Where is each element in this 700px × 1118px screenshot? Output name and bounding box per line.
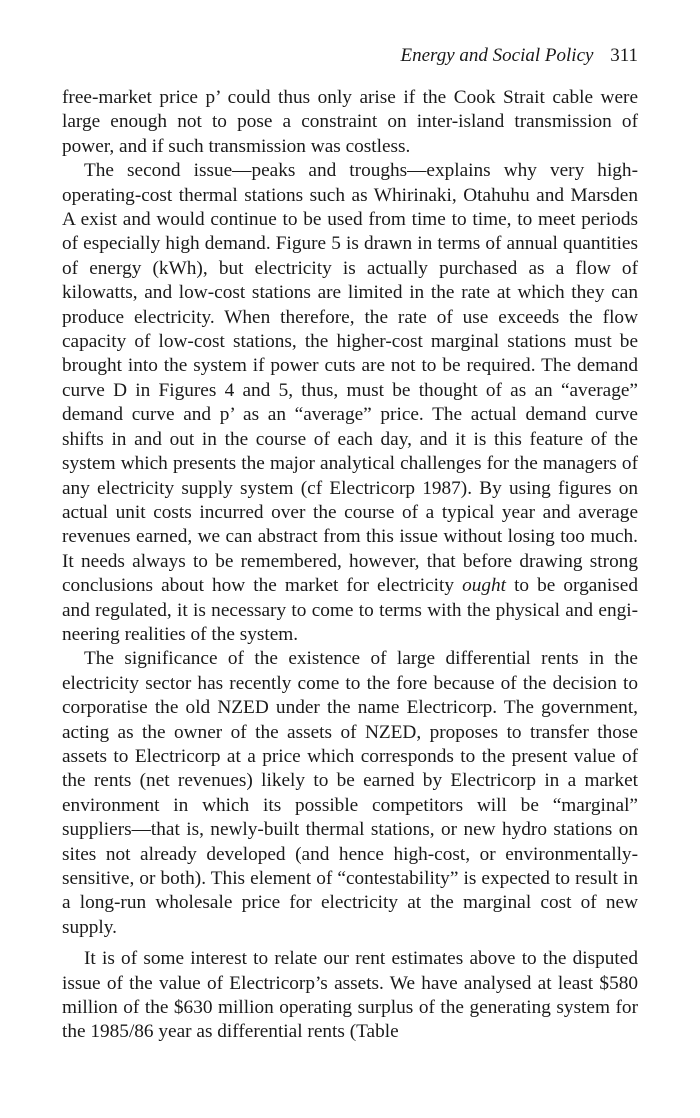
body-text <box>62 86 638 1045</box>
paragraph-3-text: The significance of the existence of large differential rents in the electricity sector has recently come to the fore because of the decision to corporatise the old NZED under the name Electricorp. The government, acting as the owner of the assets of NZED, proposes to transfer those assets to Electricorp at a price which corresponds to the present value of the rents (net revenues) likely to be earned by Electricorp in a market environment in which its possible competitors will be “marginal” suppliers—that is, newly-built thermal stations, or new hydro stations on sites not already developed (and hence high-cost, or environmentally-sensitive, or both). This element of “contestability” is expected to result in a long-run wholesale price for electricity at the marginal cost of new supply. <box>62 648 638 938</box>
running-head <box>62 44 638 68</box>
paragraph-1-text: free-market price p’ could thus only arise if the Cook Strait cable were large enough not to pose a constraint on inter-island transmission of power, and if such transmission was costless. <box>62 87 638 157</box>
paragraph-4 <box>62 947 638 1045</box>
page-number: 311 <box>610 45 638 66</box>
paragraph-4-text: It is of some interest to relate our rent estimates above to the disputed issue of the value of Electricorp’s assets. We have analysed at least $580 million of the $630 million operating surplus of the generating system for the 1985/86 year as differential rents (Table <box>62 948 638 1043</box>
paragraph-3 <box>62 647 638 940</box>
paragraph-1 <box>62 86 638 159</box>
paragraph-2-text-b: to be organised and regulated, it is necessary to come to terms with the physical and engineering realities of the system. <box>62 575 638 645</box>
running-head-title: Energy and Social Policy <box>400 45 594 66</box>
paragraph-2-text-a: The second issue—peaks and troughs—explains why very high-operating-cost thermal stations such as Whirinaki, Otahuhu and Marsden A exist and would continue to be used from time to time, to meet periods of especially high demand. Figure 5 is drawn in terms of annual quantities of energy (kWh), but electricity is actually purchased as a flow of kilowatts, and low-cost stations are limited in the rate at which they can produce electricity. When therefore, the rate of use exceeds the flow capacity of low-cost stations, the higher-cost marginal stations must be brought into the system if power cuts are not to be required. The demand curve D in Figures 4 and 5, thus, must be thought of as an “average” demand curve and p’ as an “average” price. The actual demand curve shifts in and out in the course of each day, and it is this feature of the system which presents the major analytical challenges for the managers of any electricity supply system (cf Electricorp 1987). By using figures on actual unit costs incurred over the course of a typical year and average revenues earned, we can abstract from this issue without losing too much. It needs always to be remembered, however, that before drawing strong conclusions about how the market for electricity <box>62 160 638 597</box>
paragraph-2-emphasis: ought <box>462 575 507 597</box>
paragraph-2 <box>62 159 638 647</box>
